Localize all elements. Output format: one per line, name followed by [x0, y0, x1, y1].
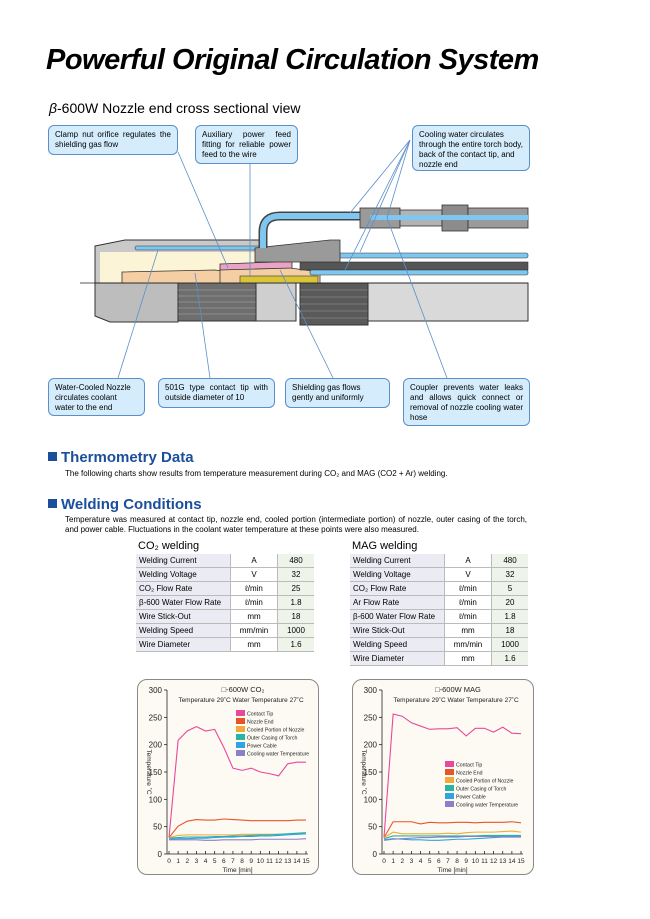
legend-label: Nozzle End [456, 770, 483, 777]
table-row [136, 624, 314, 638]
mag-temperature-chart [353, 680, 533, 874]
y-tick-label: 250 [148, 713, 162, 723]
legend-swatch [236, 734, 245, 740]
y-tick-label: 100 [363, 795, 377, 805]
table-row [136, 568, 314, 582]
condition-label: Wire Stick-Out [350, 624, 445, 638]
x-tick-label: 7 [446, 858, 450, 865]
condition-unit: mm/min [445, 638, 492, 652]
condition-value: 480 [278, 554, 315, 568]
legend-label: Outer Casing of Torch [456, 786, 507, 793]
condition-value: 1.6 [492, 652, 529, 666]
legend-swatch [445, 801, 454, 807]
table-row [350, 596, 528, 610]
legend-label: Cooled Portion of Nozzle [247, 727, 305, 734]
legend-swatch [236, 710, 245, 716]
legend-swatch [445, 777, 454, 783]
condition-label: Wire Diameter [350, 652, 445, 666]
legend-label: Cooled Portion of Nozzle [456, 778, 514, 785]
x-tick-label: 10 [471, 858, 479, 865]
table-row [350, 638, 528, 652]
legend-swatch [236, 718, 245, 724]
heading-square-icon [48, 499, 57, 508]
callout-contact-tip: 501G type contact tip with outside diameter of 10 [158, 378, 275, 408]
condition-label: CO₂ Flow Rate [350, 582, 445, 596]
callout-aux-power: Auxiliary power feed fitting for reliable power feed to the wire [195, 125, 298, 164]
y-tick-label: 150 [363, 768, 377, 777]
x-axis-label: Time [min] [437, 867, 468, 874]
callout-cooling-water: Cooling water circulates through the entire torch body, back of the contact tip, and nozzle end [412, 125, 530, 171]
legend-swatch [445, 785, 454, 791]
chart-title: □-600W MAG [435, 685, 481, 694]
condition-label: CO₂ Flow Rate [136, 582, 231, 596]
condition-label: Welding Current [350, 554, 445, 568]
table-row [350, 554, 528, 568]
x-tick-label: 3 [194, 858, 199, 865]
mag-chart-panel [352, 679, 534, 875]
legend-label: Contact Tip [456, 762, 483, 769]
x-axis-label: Time [min] [222, 867, 253, 874]
table-row [136, 638, 314, 652]
x-tick-label: 1 [391, 858, 395, 865]
x-tick-label: 12 [489, 858, 498, 865]
condition-value: 1.6 [278, 638, 315, 652]
mag-table-title: MAG welding [352, 540, 418, 552]
x-tick-label: 8 [240, 858, 244, 865]
condition-value: 5 [492, 582, 529, 596]
y-tick-label: 0 [372, 850, 377, 859]
x-tick-label: 8 [455, 858, 459, 865]
series-line-contact-tip [384, 714, 521, 838]
x-tick-label: 11 [481, 858, 488, 865]
condition-value: 20 [492, 596, 529, 610]
condition-unit: ℓ/min [445, 610, 492, 624]
leader-lines [118, 140, 447, 378]
x-tick-label: 9 [464, 858, 469, 865]
condition-label: Welding Speed [136, 624, 231, 638]
callout-clamp-nut: Clamp nut orifice regulates the shielding gas flow [48, 125, 178, 155]
condition-unit: A [445, 554, 492, 568]
x-tick-label: 12 [274, 858, 283, 865]
legend-label: Nozzle End [247, 719, 274, 726]
condition-value: 480 [492, 554, 529, 568]
legend-swatch [445, 761, 454, 767]
table-row [350, 652, 528, 666]
x-tick-label: 11 [266, 858, 273, 865]
condition-unit: mm [231, 638, 278, 652]
condition-unit: mm [231, 610, 278, 624]
x-tick-label: 5 [212, 858, 217, 865]
x-tick-label: 10 [256, 858, 264, 865]
y-tick-label: 250 [363, 713, 377, 723]
x-tick-label: 15 [517, 858, 525, 865]
condition-label: Wire Diameter [136, 638, 231, 652]
welding-conditions-heading: Welding Conditions [48, 496, 202, 513]
x-tick-label: 6 [436, 858, 441, 865]
callout-shielding-gas: Shielding gas flows gently and uniformly [285, 378, 390, 408]
table-row [350, 624, 528, 638]
y-tick-label: 100 [148, 795, 162, 805]
condition-value: 1.8 [278, 596, 315, 610]
x-tick-label: 9 [249, 858, 254, 865]
x-tick-label: 5 [427, 858, 432, 865]
table-row [136, 554, 314, 568]
condition-label: Welding Current [136, 554, 231, 568]
condition-unit: V [231, 568, 278, 582]
condition-unit: ℓ/min [445, 582, 492, 596]
y-tick-label: 300 [363, 686, 377, 695]
y-tick-label: 0 [157, 850, 162, 859]
callout-coupler: Coupler prevents water leaks and allows quick connect or removal of nozzle cooling water hose [403, 378, 530, 426]
co2-conditions-table [136, 554, 314, 652]
condition-value: 32 [278, 568, 315, 582]
legend-label: Contact Tip [247, 711, 274, 718]
condition-unit: mm/min [231, 624, 278, 638]
page-title: Powerful Original Circulation System [46, 44, 539, 76]
legend-label: Cooling water Temperature [247, 751, 310, 758]
mag-conditions-table [350, 554, 528, 666]
legend-swatch [236, 750, 245, 756]
co2-chart-panel [137, 679, 319, 875]
beta-symbol: β [49, 100, 57, 116]
thermometry-text: The following charts show results from temperature measurement during CO₂ and MAG (CO2 + Ar) welding. [65, 469, 448, 478]
diagram-subtitle-text: -600W Nozzle end cross sectional view [57, 100, 301, 116]
condition-unit: ℓ/min [445, 596, 492, 610]
y-axis-label: Temperature ˚C [360, 749, 367, 795]
x-tick-label: 14 [293, 858, 301, 865]
y-tick-label: 50 [153, 822, 162, 832]
y-tick-label: 150 [148, 768, 162, 777]
table-row [136, 582, 314, 596]
condition-value: 1000 [492, 638, 529, 652]
table-row [350, 568, 528, 582]
table-row [136, 596, 314, 610]
condition-label: β-600 Water Flow Rate [136, 596, 231, 610]
table-row [350, 610, 528, 624]
condition-unit: mm [445, 652, 492, 666]
x-tick-label: 0 [382, 858, 386, 865]
x-tick-label: 13 [499, 858, 507, 865]
legend-label: Cooling water Temperature [456, 802, 519, 809]
x-tick-label: 2 [185, 858, 190, 865]
chart-title: □-600W CO₂ [221, 685, 265, 694]
condition-label: Welding Voltage [350, 568, 445, 582]
thermometry-heading: Thermometry Data [48, 449, 194, 466]
legend-swatch [445, 769, 454, 775]
y-axis-label: Temperature ˚C [145, 749, 152, 795]
condition-value: 25 [278, 582, 315, 596]
legend-label: Outer Casing of Torch [247, 735, 298, 742]
legend-swatch [445, 793, 454, 799]
legend-label: Power Cable [456, 794, 486, 801]
condition-label: Wire Stick-Out [136, 610, 231, 624]
y-tick-label: 300 [148, 686, 162, 695]
condition-value: 1.8 [492, 610, 529, 624]
condition-unit: A [231, 554, 278, 568]
x-tick-label: 15 [302, 858, 310, 865]
x-tick-label: 6 [221, 858, 226, 865]
welding-conditions-text: Temperature was measured at contact tip, nozzle end, cooled portion (intermediate portion) of nozzle, outer casing of the torch, and power cable. Fluctuations in the coolant water temperature at these points were also measured. [65, 515, 527, 534]
heading-square-icon [48, 452, 57, 461]
x-tick-label: 0 [167, 858, 171, 865]
co2-temperature-chart [138, 680, 318, 874]
x-tick-label: 7 [231, 858, 235, 865]
x-tick-label: 4 [203, 858, 208, 865]
x-tick-label: 4 [418, 858, 423, 865]
legend-label: Power Cable [247, 743, 277, 750]
table-row [136, 610, 314, 624]
table-row [350, 582, 528, 596]
knurl-lines [178, 290, 256, 314]
condition-label: Ar Flow Rate [350, 596, 445, 610]
x-tick-label: 2 [400, 858, 405, 865]
condition-value: 18 [492, 624, 529, 638]
condition-label: β-600 Water Flow Rate [350, 610, 445, 624]
condition-unit: ℓ/min [231, 582, 278, 596]
diagram-subtitle [49, 100, 301, 116]
callout-water-cooled-nozzle: Water-Cooled Nozzle circulates coolant water to the end [48, 378, 145, 416]
torch-body [80, 205, 528, 325]
condition-value: 18 [278, 610, 315, 624]
x-tick-label: 14 [508, 858, 516, 865]
condition-unit: ℓ/min [231, 596, 278, 610]
condition-value: 32 [492, 568, 529, 582]
chart-subtitle: Temperature 29˚C Water Temperature 27˚C [178, 697, 304, 704]
y-tick-label: 200 [363, 740, 377, 750]
condition-unit: mm [445, 624, 492, 638]
condition-label: Welding Speed [350, 638, 445, 652]
legend-swatch [236, 742, 245, 748]
x-tick-label: 3 [409, 858, 414, 865]
x-tick-label: 1 [176, 858, 180, 865]
chart-subtitle: Temperature 29˚C Water Temperature 27˚C [393, 697, 519, 704]
y-tick-label: 50 [368, 822, 377, 832]
condition-unit: V [445, 568, 492, 582]
legend-swatch [236, 726, 245, 732]
condition-label: Welding Voltage [136, 568, 231, 582]
y-tick-label: 200 [148, 740, 162, 750]
co2-table-title: CO₂ welding [138, 540, 200, 552]
condition-value: 1000 [278, 624, 315, 638]
x-tick-label: 13 [284, 858, 292, 865]
